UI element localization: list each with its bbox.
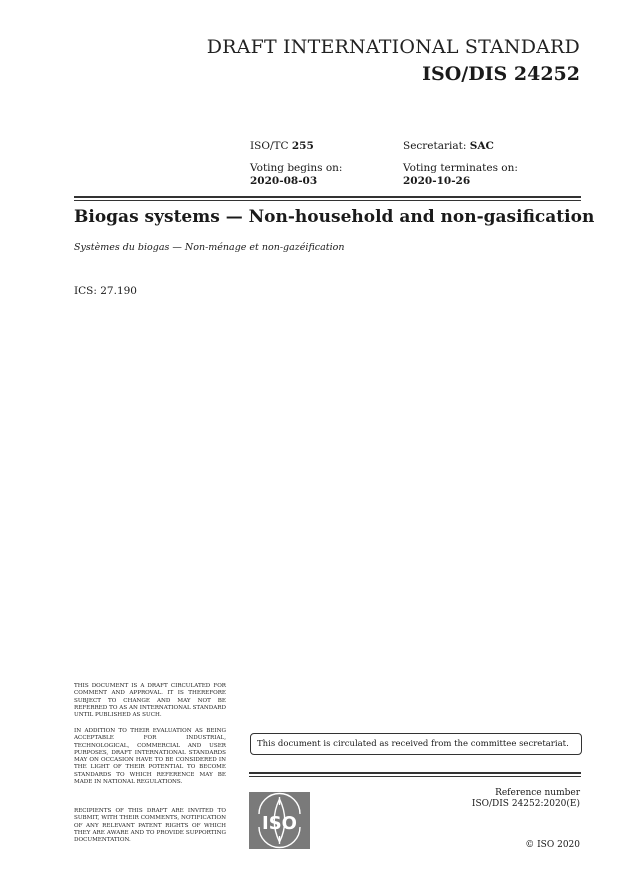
voting-begins-label: Voting begins on: — [250, 162, 343, 174]
reference-number: ISO/DIS 24252:2020(E) — [471, 799, 580, 809]
voting-terminates-label: Voting terminates on: — [403, 162, 518, 174]
voting-begins — [250, 162, 342, 188]
document-type: DRAFT INTERNATIONAL STANDARD — [206, 36, 580, 58]
disclaimer-paragraph: THIS DOCUMENT IS A DRAFT CIRCULATED FOR COMMENT AND APPROVAL. IT IS THEREFORE SUBJECT TO CHANGE AND MAY NOT BE REFERRED TO AS AN INTERNATIONAL STANDARD UNTIL PUBLISHED AS SUCH. — [74, 683, 226, 719]
voting-terminates-date: 2020-10-26 — [403, 175, 471, 187]
footer-divider — [249, 772, 581, 777]
committee-number: 255 — [291, 140, 314, 152]
ics-code: ICS: 27.190 — [74, 285, 137, 297]
secretariat-label: Secretariat: — [403, 140, 467, 152]
reference-label: Reference number — [495, 788, 580, 798]
voting-terminates — [403, 162, 518, 188]
document-subtitle: Systèmes du biogas — Non-ménage et non-gazéification — [74, 242, 345, 253]
disclaimer-paragraph: RECIPIENTS OF THIS DRAFT ARE INVITED TO SUBMIT, WITH THEIR COMMENTS, NOTIFICATION OF ANY RELEVANT PATENT RIGHTS OF WHICH THEY ARE AWARE AND TO PROVIDE SUPPORTING DOCUMENTATION. — [74, 808, 226, 844]
document-title: Biogas systems — Non-household and non-gasification — [74, 207, 595, 227]
committee — [250, 140, 314, 153]
disclaimer-paragraph: IN ADDITION TO THEIR EVALUATION AS BEING ACCEPTABLE FOR INDUSTRIAL, TECHNOLOGICAL, COMMERCIAL AND USER PURPOSES, DRAFT INTERNATIONAL STANDARDS MAY ON OCCASION HAVE TO BE CONSIDERED IN THE LIGHT OF THEIR POTENTIAL TO BECOME STANDARDS TO WHICH REFERENCE MAY BE MADE IN NATIONAL REGULATIONS. — [74, 728, 226, 786]
copyright: © ISO 2020 — [525, 840, 580, 850]
header-divider — [74, 196, 581, 201]
iso-logo — [249, 792, 310, 849]
iso-logo-text: ISO — [262, 813, 297, 834]
circulation-note: This document is circulated as received from the committee secretariat. — [250, 733, 582, 755]
voting-begins-date: 2020-08-03 — [250, 175, 318, 187]
secretariat — [403, 140, 494, 153]
document-number: ISO/DIS 24252 — [422, 63, 580, 85]
committee-prefix: ISO/TC — [250, 140, 289, 152]
secretariat-value: SAC — [469, 140, 494, 152]
